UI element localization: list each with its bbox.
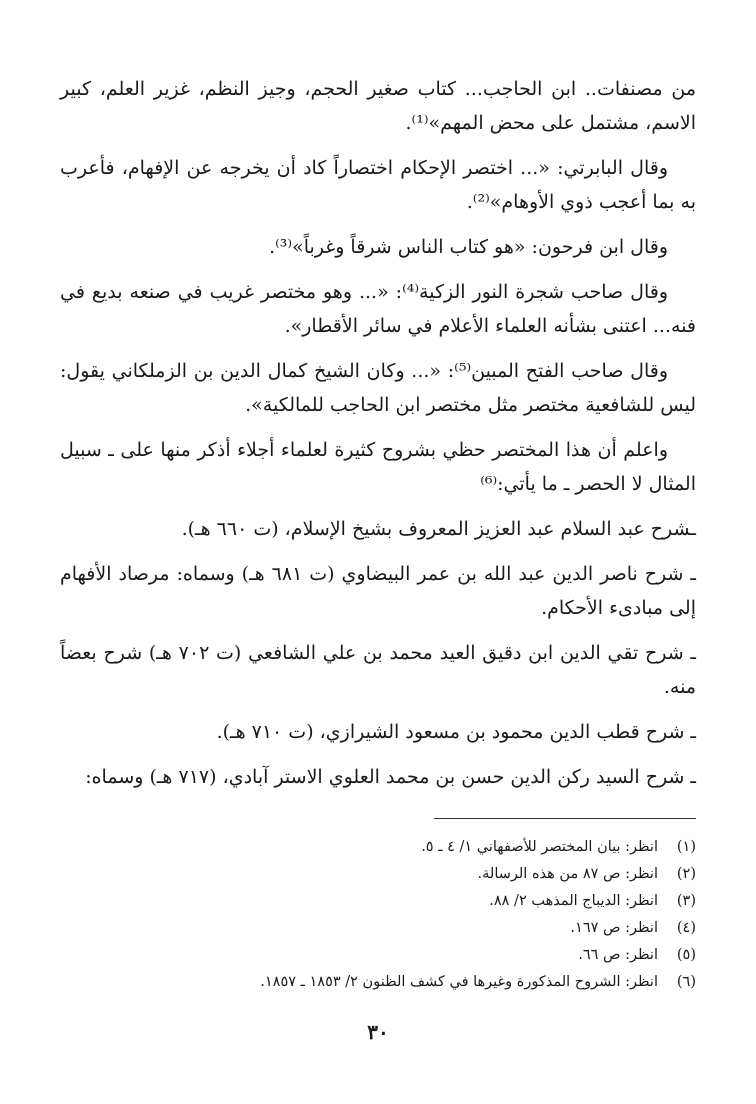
footnotes [60, 834, 696, 996]
footnote-number: (٦) [676, 974, 696, 990]
footnote-number: (٢) [676, 866, 696, 882]
footnote [60, 969, 696, 996]
main-text [60, 72, 696, 805]
list-item: ـ شرح قطب الدين محمود بن مسعود الشيرازي، (ت ٧١٠ هـ). [216, 721, 696, 743]
footnote-text: انظر: ص ٨٧ من هذه الرسالة. [477, 866, 658, 882]
footnote [60, 915, 696, 942]
list-item: ـشرح عبد السلام عبد العزيز المعروف بشيخ الإسلام، (ت ٦٦٠ هـ). [181, 518, 696, 540]
footnote [60, 834, 696, 861]
footnote [60, 888, 696, 915]
footnote-text: انظر: بيان المختصر للأصفهاني ١/ ٤ ـ ٥. [421, 839, 658, 855]
footnote-divider [434, 818, 696, 819]
footnote-text: انظر: الشروح المذكورة وغيرها في كشف الظنون ٢/ ١٨٥٣ ـ ١٨٥٧. [260, 974, 658, 990]
footnote-text: انظر: ص ٦٦. [578, 947, 658, 963]
footnote-number: (١) [676, 839, 696, 855]
paragraph: واعلم أن هذا المختصر حظي بشروح كثيرة لعلماء أجلاء أذكر منها على ـ سبيل المثال لا الحصر ـ ما يأتي:⁽⁶⁾ [60, 439, 696, 495]
paragraph: وقال ابن فرحون: «هو كتاب الناس شرقاً وغرباً»⁽³⁾. [269, 236, 668, 258]
footnote [60, 861, 696, 888]
footnote-number: (٤) [676, 920, 696, 936]
footnote-text: انظر: ص ١٦٧. [570, 920, 658, 936]
paragraph: وقال صاحب شجرة النور الزكية⁽⁴⁾: «... وهو مختصر غريب في صنعه بديع في فنه... اعتنى بشأنه العلماء الأعلام في سائر الأقطار». [60, 281, 696, 337]
list-item: ـ شرح تقي الدين ابن دقيق العيد محمد بن علي الشافعي (ت ٧٠٢ هـ) شرح بعضاً منه. [60, 642, 696, 698]
footnote [60, 942, 696, 969]
paragraph: وقال البابرتي: «... اختصر الإحكام اختصاراً كاد أن يخرجه عن الإفهام، فأعرب به بما أعجب ذوي الأوهام»⁽²⁾. [60, 157, 696, 213]
list-item: ـ شرح السيد ركن الدين حسن بن محمد العلوي الاستر آبادي، (٧١٧ هـ) وسماه: [85, 766, 696, 788]
footnote-number: (٥) [676, 947, 696, 963]
page-number: ٣٠ [367, 1020, 389, 1044]
paragraph: من مصنفات.. ابن الحاجب... كتاب صغير الحجم، وجيز النظم، غزير العلم، كبير الاسم، مشتمل على محض المهم»⁽¹⁾. [60, 78, 696, 134]
footnote-text: انظر: الديباج المذهب ٢/ ٨٨. [489, 893, 658, 909]
footnote-number: (٣) [676, 893, 696, 909]
list-item: ـ شرح ناصر الدين عبد الله بن عمر البيضاوي (ت ٦٨١ هـ) وسماه: مرصاد الأفهام إلى مبادىء الأحكام. [60, 563, 696, 619]
paragraph: وقال صاحب الفتح المبين⁽⁵⁾: «... وكان الشيخ كمال الدين بن الزملكاني يقول: ليس للشافعية مختصر مثل مختصر ابن الحاجب للمالكية». [60, 360, 696, 416]
